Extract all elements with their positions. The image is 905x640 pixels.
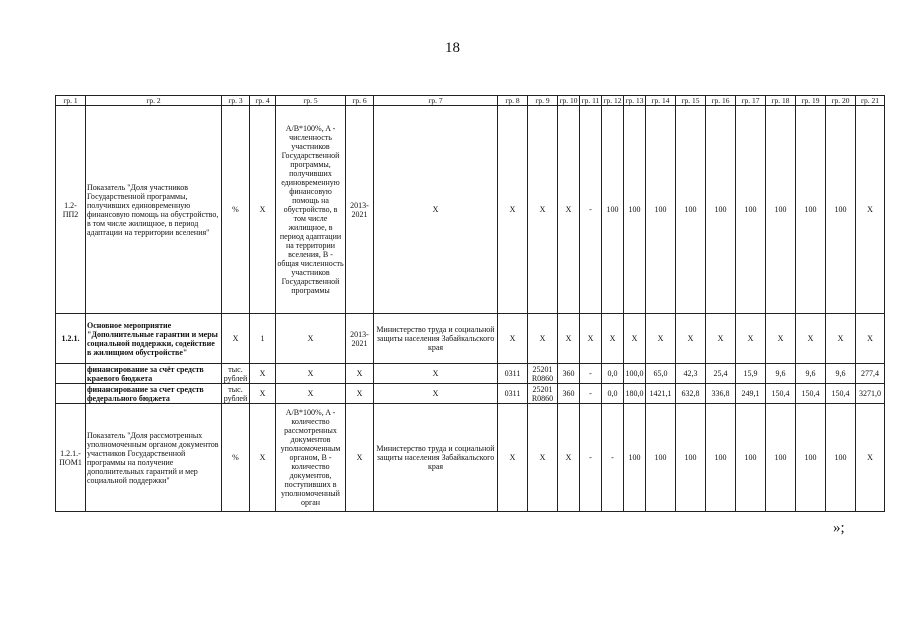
- table-cell: X: [346, 404, 374, 512]
- table-cell: 100,0: [624, 364, 646, 384]
- table-cell: X: [796, 314, 826, 364]
- table-row: [56, 384, 885, 404]
- column-header: гр. 18: [766, 96, 796, 106]
- table-cell: 100: [676, 106, 706, 314]
- table-cell: 360: [558, 364, 580, 384]
- table-cell: X: [856, 314, 885, 364]
- row-code: 1.2-ПП2: [56, 106, 86, 314]
- table-cell: X: [558, 106, 580, 314]
- table-cell: X: [374, 384, 498, 404]
- column-header: гр. 20: [826, 96, 856, 106]
- row-description: финансирование за счет средств федерального бюджета: [86, 384, 222, 404]
- table-cell: X: [646, 314, 676, 364]
- table-cell: X: [558, 404, 580, 512]
- table-cell: 0311: [498, 384, 528, 404]
- table-cell: тыс. рублей: [222, 384, 250, 404]
- table-cell: X: [528, 314, 558, 364]
- table-cell: X: [276, 314, 346, 364]
- table-cell: 25,4: [706, 364, 736, 384]
- table-cell: X: [222, 314, 250, 364]
- table-row: [56, 404, 885, 512]
- table-cell: 1421,1: [646, 384, 676, 404]
- row-description: Основное мероприятие "Дополнительные гарантии и меры социальной поддержки, содействие в жилищном обустройстве": [86, 314, 222, 364]
- table-cell: 3271,0: [856, 384, 885, 404]
- table-cell: X: [580, 314, 602, 364]
- table-cell: 0311: [498, 364, 528, 384]
- column-header: гр. 4: [250, 96, 276, 106]
- table-cell: -: [580, 384, 602, 404]
- table-cell: Министерство труда и социальной защиты населения Забайкальского края: [374, 404, 498, 512]
- table-cell: %: [222, 404, 250, 512]
- table-cell: 42,3: [676, 364, 706, 384]
- table-cell: 100: [646, 106, 676, 314]
- table-cell: X: [374, 106, 498, 314]
- table-cell: 15,9: [736, 364, 766, 384]
- table-cell: X: [528, 404, 558, 512]
- closing-quote-mark: »;: [833, 520, 845, 536]
- column-header: гр. 12: [603, 95, 622, 105]
- table-cell: 249,1: [736, 384, 766, 404]
- table-cell: 2013-2021: [346, 106, 374, 314]
- table-cell: X: [498, 106, 528, 314]
- table-cell: X: [624, 314, 646, 364]
- table-cell: 100: [706, 106, 736, 314]
- table-cell: Министерство труда и социальной защиты населения Забайкальского края: [374, 314, 498, 364]
- table-cell: 100: [736, 404, 766, 512]
- table-row: [56, 314, 885, 364]
- row-description: Показатель "Доля рассмотренных уполномоченным органом документов участников Государственной программы на получение дополнительных гарантий и мер социальной поддержки": [86, 404, 222, 512]
- table-cell: X: [736, 314, 766, 364]
- row-code: 1.2.1.: [56, 314, 86, 364]
- table-cell: X: [276, 384, 346, 404]
- table-cell: X: [676, 314, 706, 364]
- table-cell: 180,0: [624, 384, 646, 404]
- column-header: гр. 5: [276, 96, 346, 106]
- table-cell: X: [276, 364, 346, 384]
- table-cell: 2013-2021: [346, 314, 374, 364]
- table-cell: 100: [646, 404, 676, 512]
- table-cell: X: [856, 404, 885, 512]
- table-cell: X: [706, 314, 736, 364]
- column-header: гр. 9: [528, 96, 558, 106]
- table-cell: X: [766, 314, 796, 364]
- table-cell: X: [346, 384, 374, 404]
- table-cell: 150,4: [766, 384, 796, 404]
- table-cell: 100: [796, 404, 826, 512]
- table-cell: X: [498, 314, 528, 364]
- table-cell: X: [528, 106, 558, 314]
- column-header: гр. 11: [580, 96, 602, 106]
- column-header: гр. 14: [646, 96, 676, 106]
- table-cell: X: [250, 404, 276, 512]
- row-code: [56, 384, 86, 404]
- table-cell: 25201 R0860: [528, 364, 558, 384]
- column-header: гр. 16: [706, 96, 736, 106]
- table-cell: 100: [602, 106, 624, 314]
- table-row: [56, 106, 885, 314]
- page-number: 18: [445, 40, 460, 56]
- column-header: гр. 13: [625, 95, 644, 105]
- column-header: гр. 8: [498, 96, 528, 106]
- table-cell: 100: [706, 404, 736, 512]
- table-cell: X: [346, 364, 374, 384]
- table-cell: 25201 R0860: [528, 384, 558, 404]
- row-code: [56, 364, 86, 384]
- table-cell: 100: [676, 404, 706, 512]
- table-cell: 100: [796, 106, 826, 314]
- table-cell: 0,0: [602, 364, 624, 384]
- column-header: гр. 7: [374, 96, 498, 106]
- table-cell: X: [602, 314, 624, 364]
- table-cell: X: [498, 404, 528, 512]
- column-header: гр. 19: [796, 96, 826, 106]
- table-cell: 100: [624, 404, 646, 512]
- table-cell: 150,4: [826, 384, 856, 404]
- row-code: 1.2.1.-ПОМ1: [56, 404, 86, 512]
- table-cell: 65,0: [646, 364, 676, 384]
- column-header: гр. 21: [856, 96, 885, 106]
- table-cell: X: [250, 106, 276, 314]
- table-cell: 100: [624, 106, 646, 314]
- column-header: гр. 10: [559, 95, 578, 105]
- column-header: гр. 17: [736, 96, 766, 106]
- column-header: гр. 15: [676, 96, 706, 106]
- table-cell: 100: [736, 106, 766, 314]
- table-cell: 9,6: [766, 364, 796, 384]
- table-cell: -: [580, 364, 602, 384]
- table-cell: X: [250, 364, 276, 384]
- table-row: [56, 364, 885, 384]
- column-header: гр. 3: [222, 96, 250, 106]
- table-cell: 100: [826, 106, 856, 314]
- column-header: гр. 1: [56, 96, 86, 106]
- column-header: гр. 6: [346, 96, 374, 106]
- column-header: гр. 2: [86, 96, 222, 106]
- table-cell: 150,4: [796, 384, 826, 404]
- table-cell: X: [250, 384, 276, 404]
- table-cell: A/B*100%, A - численность участников Государственной программы, получивших единовременную финансовую помощь на обустройство, в том числе жилищное, в период адаптации на территории вселения, B - общая численность участников Государственной программы: [276, 106, 346, 314]
- row-description: Показатель "Доля участников Государственной программы, получивших единовременную финансовую помощь на обустройство, в том числе жилищное, в период адаптации на территории вселения": [86, 106, 222, 314]
- table-header-row: [56, 96, 885, 106]
- table-cell: 1: [250, 314, 276, 364]
- row-description: финансирование за счёт средств краевого бюджета: [86, 364, 222, 384]
- table-cell: 632,8: [676, 384, 706, 404]
- table-cell: 336,8: [706, 384, 736, 404]
- table-cell: X: [558, 314, 580, 364]
- table-cell: 277,4: [856, 364, 885, 384]
- table-cell: %: [222, 106, 250, 314]
- table-cell: 100: [826, 404, 856, 512]
- table-cell: 100: [766, 404, 796, 512]
- table-cell: -: [580, 404, 602, 512]
- table-cell: 0,0: [602, 384, 624, 404]
- table-cell: -: [580, 106, 602, 314]
- table-cell: 9,6: [826, 364, 856, 384]
- table-cell: 360: [558, 384, 580, 404]
- table-cell: 9,6: [796, 364, 826, 384]
- table-cell: 100: [766, 106, 796, 314]
- table-cell: A/B*100%, A - количество рассмотренных документов уполномоченным органом, B - количество документов, поступивших в уполномоченный орган: [276, 404, 346, 512]
- table-cell: X: [856, 106, 885, 314]
- table-cell: тыс. рублей: [222, 364, 250, 384]
- table-cell: X: [826, 314, 856, 364]
- indicator-table: [55, 95, 885, 512]
- table-cell: X: [374, 364, 498, 384]
- table-cell: -: [602, 404, 624, 512]
